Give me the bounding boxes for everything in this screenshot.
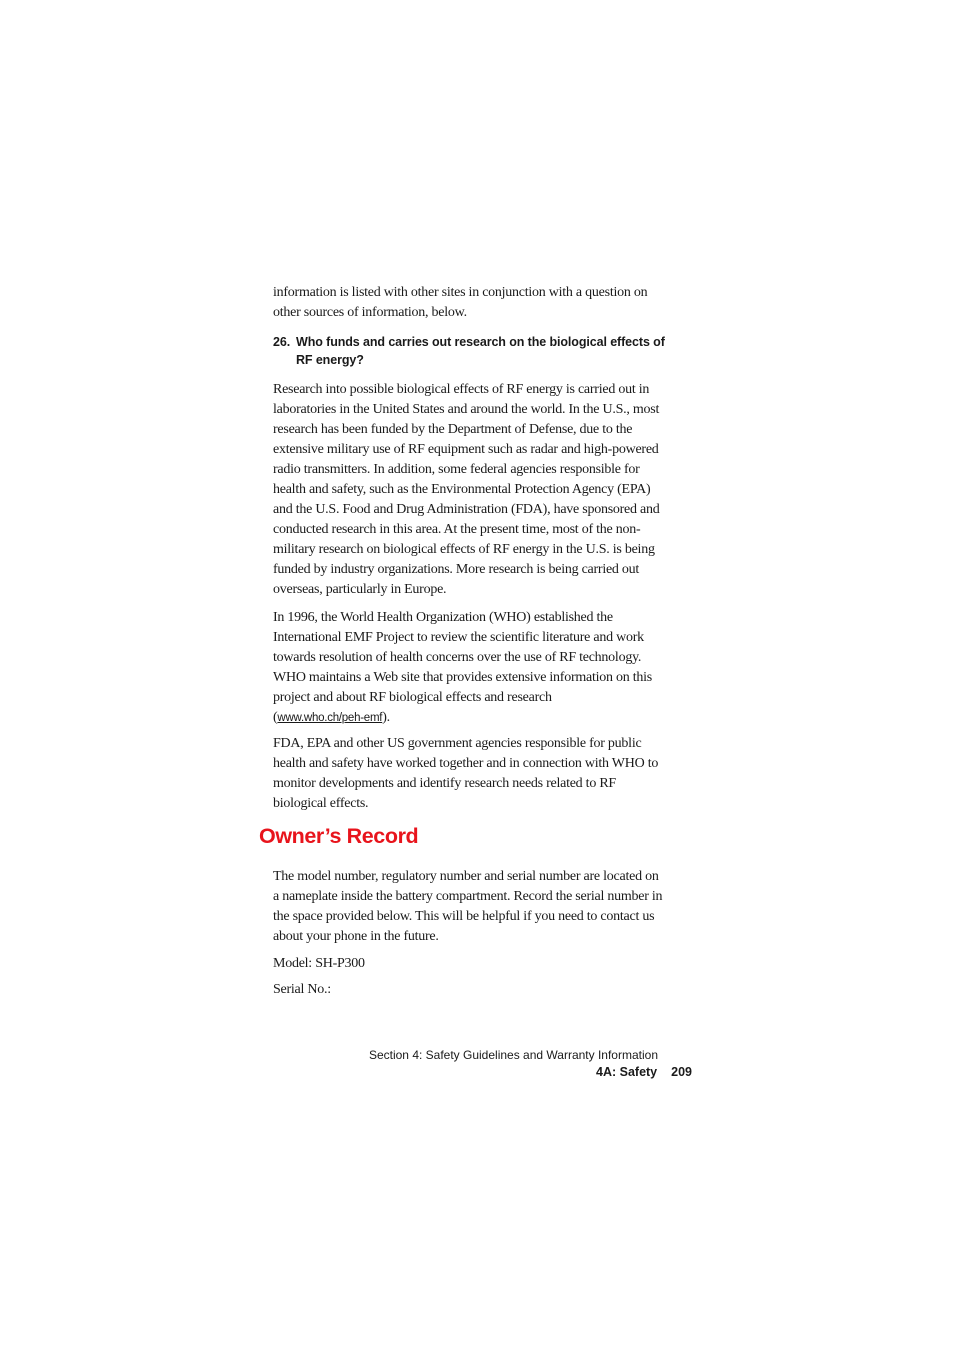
answer-paragraph-who <box>273 608 665 728</box>
faq-question-26 <box>273 333 665 369</box>
answer-paragraph-agencies: FDA, EPA and other US government agencies responsible for public health and safety have worked together and in connection with WHO to monitor developments and identify research needs related to RF biological effects. <box>273 736 659 811</box>
who-paragraph-text: In 1996, the World Health Organization (WHO) established the International EMF Project to review the scientific literature and work towards resolution of health concerns over the use of RF technology. WHO maintains a Web site that provides extensive information on this project and about RF biological effects and research <box>273 610 652 705</box>
url-open-paren: ( <box>273 710 278 725</box>
question-number: 26. <box>273 335 291 349</box>
answer-paragraph-research: Research into possible biological effects of RF energy is carried out in laboratories in the United States and around the world. In the U.S., most research has been funded by the Department of Defense, due to the extensive military use of RF equipment such as radar and high-powered radio transmitters. In addition, some federal agencies responsible for health and safety, such as the Environmental Protection Agency (EPA) and the U.S. Food and Drug Administration (FDA), have sponsored and conducted research in this area. At the present time, most of the non-military research on biological effects of RF energy in the U.S. is being funded by industry organizations. More research is being carried out overseas, particularly in Europe. <box>273 382 660 597</box>
url-close-paren: ). <box>382 710 390 725</box>
who-link[interactable]: www.who.ch/peh-emf <box>277 712 383 724</box>
owners-record-body: The model number, regulatory number and serial number are located on a nameplate inside the battery compartment. Record the serial number in the space provided below. This will be helpful if you need to contact us about your phone in the future. <box>273 869 663 944</box>
page-number: 209 <box>671 1065 692 1079</box>
intro-paragraph: information is listed with other sites in conjunction with a question on other sources of information, below. <box>273 285 648 320</box>
model-line: Model: SH-P300 <box>273 956 365 971</box>
serial-line: Serial No.: <box>273 982 331 997</box>
footer-chapter-label: 4A: Safety <box>596 1065 658 1079</box>
footer-chapter <box>596 1064 692 1080</box>
owners-record-heading: Owner’s Record <box>259 824 419 848</box>
footer-section-title: Section 4: Safety Guidelines and Warranty Information <box>368 1048 658 1062</box>
question-text: Who funds and carries out research on the biological effects of RF energy? <box>296 335 665 367</box>
